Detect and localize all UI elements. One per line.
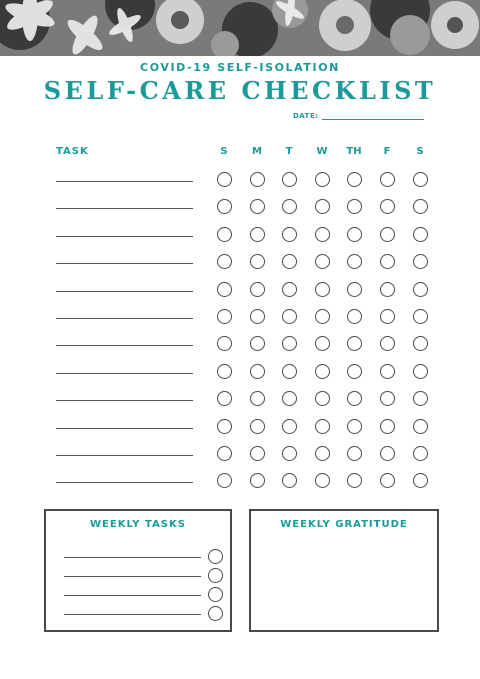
day-checkbox[interactable] [347, 446, 362, 461]
day-checkbox[interactable] [347, 336, 362, 351]
day-checkbox[interactable] [413, 282, 428, 297]
day-checkbox[interactable] [282, 391, 297, 406]
day-checkbox[interactable] [282, 336, 297, 351]
weekly-task-line[interactable] [64, 614, 201, 615]
day-checkbox[interactable] [315, 391, 330, 406]
task-row [0, 252, 480, 272]
task-column-header: TASK [56, 146, 89, 157]
day-checkbox[interactable] [380, 254, 395, 269]
day-checkbox[interactable] [413, 336, 428, 351]
day-checkbox[interactable] [347, 473, 362, 488]
day-checkbox[interactable] [250, 172, 265, 187]
day-checkbox[interactable] [413, 446, 428, 461]
day-checkbox[interactable] [347, 254, 362, 269]
day-checkbox[interactable] [315, 172, 330, 187]
day-checkbox[interactable] [315, 473, 330, 488]
day-checkbox[interactable] [380, 309, 395, 324]
weekly-task-checkbox[interactable] [208, 606, 223, 621]
day-checkbox[interactable] [413, 254, 428, 269]
day-checkbox[interactable] [282, 227, 297, 242]
day-checkbox[interactable] [380, 419, 395, 434]
task-row [0, 170, 480, 190]
day-checkbox[interactable] [380, 282, 395, 297]
day-checkbox[interactable] [413, 364, 428, 379]
day-checkbox[interactable] [217, 282, 232, 297]
day-checkbox[interactable] [250, 309, 265, 324]
day-checkbox[interactable] [315, 336, 330, 351]
task-row [0, 389, 480, 409]
weekly-task-line[interactable] [64, 557, 201, 558]
task-write-line[interactable] [56, 373, 193, 374]
date-label: DATE: [293, 112, 319, 120]
day-header-thursday: TH [346, 146, 362, 157]
date-field[interactable] [322, 119, 424, 120]
day-checkbox[interactable] [217, 419, 232, 434]
weekly-task-line[interactable] [64, 595, 201, 596]
day-checkbox[interactable] [217, 364, 232, 379]
day-checkbox[interactable] [217, 227, 232, 242]
day-checkbox[interactable] [315, 282, 330, 297]
page-title: SELF-CARE CHECKLIST [43, 76, 437, 105]
day-checkbox[interactable] [380, 227, 395, 242]
task-row [0, 307, 480, 327]
task-row [0, 280, 480, 300]
day-checkbox[interactable] [250, 282, 265, 297]
day-checkbox[interactable] [217, 254, 232, 269]
task-row [0, 362, 480, 382]
day-checkbox[interactable] [250, 446, 265, 461]
day-checkbox[interactable] [347, 282, 362, 297]
day-checkbox[interactable] [217, 473, 232, 488]
day-checkbox[interactable] [380, 172, 395, 187]
weekly-task-checkbox[interactable] [208, 587, 223, 602]
flower-photo [0, 0, 480, 56]
day-checkbox[interactable] [315, 254, 330, 269]
day-checkbox[interactable] [413, 391, 428, 406]
day-checkbox[interactable] [250, 473, 265, 488]
day-checkbox[interactable] [380, 391, 395, 406]
day-checkbox[interactable] [282, 172, 297, 187]
task-write-line[interactable] [56, 236, 193, 237]
day-checkbox[interactable] [282, 473, 297, 488]
task-write-line[interactable] [56, 318, 193, 319]
day-checkbox[interactable] [315, 227, 330, 242]
day-checkbox[interactable] [250, 391, 265, 406]
weekly-task-line[interactable] [64, 576, 201, 577]
day-checkbox[interactable] [315, 446, 330, 461]
task-write-line[interactable] [56, 400, 193, 401]
day-header-monday: M [252, 146, 262, 157]
subtitle: COVID-19 SELF-ISOLATION [140, 61, 340, 74]
weekly-task-checkbox[interactable] [208, 568, 223, 583]
day-checkbox[interactable] [413, 172, 428, 187]
day-checkbox[interactable] [413, 199, 428, 214]
weekly-gratitude-title: WEEKLY GRATITUDE [280, 519, 408, 530]
day-checkbox[interactable] [315, 419, 330, 434]
day-checkbox[interactable] [282, 282, 297, 297]
day-checkbox[interactable] [413, 227, 428, 242]
day-checkbox[interactable] [380, 336, 395, 351]
day-checkbox[interactable] [282, 254, 297, 269]
task-write-line[interactable] [56, 208, 193, 209]
task-write-line[interactable] [56, 263, 193, 264]
day-checkbox[interactable] [413, 473, 428, 488]
task-write-line[interactable] [56, 455, 193, 456]
task-row [0, 471, 480, 491]
day-checkbox[interactable] [217, 199, 232, 214]
task-row [0, 197, 480, 217]
day-checkbox[interactable] [282, 199, 297, 214]
day-checkbox[interactable] [250, 336, 265, 351]
day-checkbox[interactable] [380, 364, 395, 379]
day-checkbox[interactable] [315, 199, 330, 214]
task-write-line[interactable] [56, 181, 193, 182]
day-checkbox[interactable] [347, 391, 362, 406]
task-row [0, 225, 480, 245]
task-write-line[interactable] [56, 482, 193, 483]
day-checkbox[interactable] [250, 199, 265, 214]
day-checkbox[interactable] [380, 473, 395, 488]
flower-banner-image [0, 0, 480, 56]
day-checkbox[interactable] [250, 254, 265, 269]
day-checkbox[interactable] [347, 309, 362, 324]
day-checkbox[interactable] [347, 419, 362, 434]
day-checkbox[interactable] [217, 391, 232, 406]
weekly-tasks-box [44, 509, 232, 632]
day-checkbox[interactable] [250, 364, 265, 379]
day-checkbox[interactable] [250, 227, 265, 242]
task-write-line[interactable] [56, 291, 193, 292]
day-checkbox[interactable] [315, 364, 330, 379]
task-row [0, 334, 480, 354]
day-header-wednesday: W [316, 146, 328, 157]
day-checkbox[interactable] [347, 172, 362, 187]
day-checkbox[interactable] [282, 446, 297, 461]
day-checkbox[interactable] [380, 199, 395, 214]
day-checkbox[interactable] [347, 364, 362, 379]
day-checkbox[interactable] [217, 172, 232, 187]
day-checkbox[interactable] [217, 309, 232, 324]
day-checkbox[interactable] [413, 419, 428, 434]
day-checkbox[interactable] [282, 364, 297, 379]
day-checkbox[interactable] [217, 446, 232, 461]
day-checkbox[interactable] [347, 199, 362, 214]
task-row [0, 444, 480, 464]
day-checkbox[interactable] [347, 227, 362, 242]
day-checkbox[interactable] [282, 419, 297, 434]
task-row [0, 417, 480, 437]
day-header-tuesday: T [285, 146, 293, 157]
day-checkbox[interactable] [413, 309, 428, 324]
day-checkbox[interactable] [380, 446, 395, 461]
day-checkbox[interactable] [217, 336, 232, 351]
day-checkbox[interactable] [250, 419, 265, 434]
day-checkbox[interactable] [282, 309, 297, 324]
weekly-task-checkbox[interactable] [208, 549, 223, 564]
task-write-line[interactable] [56, 428, 193, 429]
day-header-friday: F [383, 146, 391, 157]
task-write-line[interactable] [56, 345, 193, 346]
weekly-gratitude-box [249, 509, 439, 632]
day-checkbox[interactable] [315, 309, 330, 324]
day-header-sunday: S [220, 146, 228, 157]
weekly-tasks-title: WEEKLY TASKS [90, 519, 186, 530]
day-header-saturday: S [416, 146, 424, 157]
